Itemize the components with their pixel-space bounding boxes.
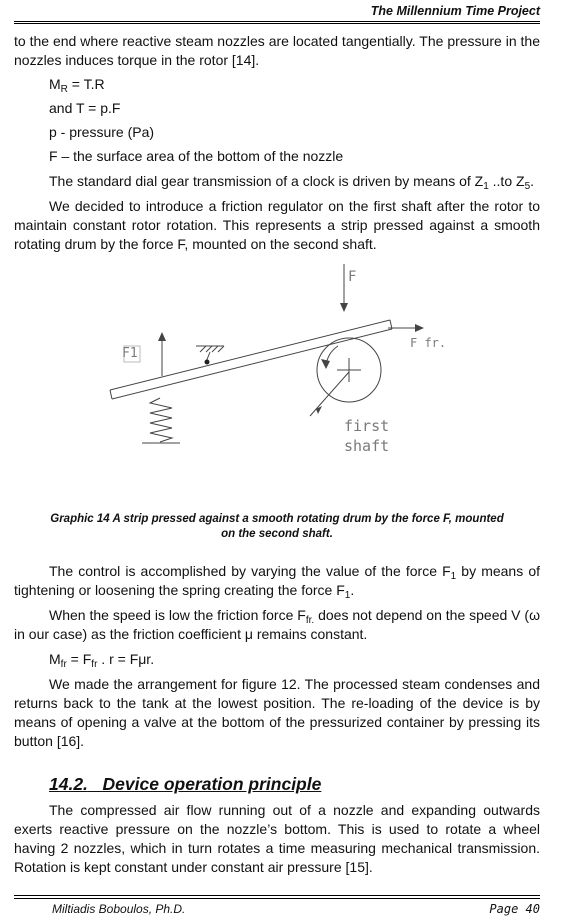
formula-torque: and T = p.F xyxy=(49,100,121,116)
formula-moment xyxy=(49,75,540,94)
strip-lower-edge xyxy=(112,329,392,399)
page-body xyxy=(14,32,540,877)
label-force-f1: F1 xyxy=(122,346,138,361)
definition-surface-area: F – the surface area of the bottom of the nozzle xyxy=(49,148,344,164)
footer-page-number: Page 40 xyxy=(489,902,540,916)
label-first: first xyxy=(344,417,390,435)
pivot-point xyxy=(205,360,210,365)
low-speed-sub: fr. xyxy=(305,615,315,626)
figure-friction-regulator xyxy=(14,264,540,512)
label-shaft: shaft xyxy=(344,437,390,455)
paragraph-friction-regulator: We decided to introduce a friction regulator on the first shaft after the rotor to maintain constant rotor rotation. This represents a strip pressed against a smooth rotating drum by the force F, mounted on the second shaft. xyxy=(14,198,540,252)
section-number: 14.2. xyxy=(49,774,88,794)
gear-text-a: The standard dial gear transmission of a clock is driven by means of Z xyxy=(49,173,484,189)
control-sub-2: 1 xyxy=(344,590,351,601)
friction-regulator-diagram xyxy=(14,264,540,512)
figure-caption: Graphic 14 A strip pressed against a smooth rotating drum by the force F, mounted on the second shaft. xyxy=(50,513,504,540)
friction-moment-a: M xyxy=(49,651,61,667)
strip-left-end xyxy=(110,390,112,399)
footer-author: Miltiadis Boboulos, Ph.D. xyxy=(52,902,186,916)
force-ffr-arrowhead xyxy=(415,324,424,332)
force-f-arrowhead xyxy=(340,303,348,312)
gear-sub-1: 1 xyxy=(483,181,489,192)
footer-rule xyxy=(14,895,540,896)
gear-text-b: ..to Z xyxy=(488,173,525,189)
gear-sub-5: 5 xyxy=(524,181,531,192)
rotation-arrowhead xyxy=(321,359,330,369)
label-force-f: F xyxy=(348,269,357,285)
control-text-b: by means of tightening or loosening the spring creating the force F xyxy=(14,563,540,598)
paragraph-gear-transmission xyxy=(14,172,540,191)
paragraph-arrangement: We made the arrangement for figure 12. The processed steam condenses and returns back to the tank at the lowest position. The re-loading of the device is by means of opening a valve at the bottom of the pressurized container by pressing its button [16]. xyxy=(14,676,540,749)
strip-upper-edge xyxy=(110,320,390,390)
footer-rule-secondary xyxy=(14,898,540,899)
header-rule-secondary xyxy=(14,23,540,24)
formula-moment-rest: = T.R xyxy=(67,76,105,92)
label-force-ffr: F fr. xyxy=(410,336,447,350)
definition-pressure: p - pressure (Pa) xyxy=(49,124,155,140)
section-title-text: Device operation principle xyxy=(102,774,322,794)
formula-moment-subscript: R xyxy=(60,84,68,95)
formula-moment-symbol: M xyxy=(49,76,61,92)
paragraph-control xyxy=(14,562,540,600)
friction-moment-sub2: fr xyxy=(91,659,98,670)
section-heading xyxy=(49,773,540,795)
friction-moment-b: = F xyxy=(66,651,92,667)
formula-friction-moment xyxy=(49,650,540,669)
header-rule xyxy=(14,21,540,22)
control-sub-1: 1 xyxy=(450,571,457,582)
low-speed-text-a: When the speed is low the friction force F xyxy=(49,607,306,623)
control-text-a: The control is accomplished by varying the value of the force F xyxy=(49,563,451,579)
friction-moment-c: . r = Fμr. xyxy=(97,651,155,667)
paragraph-low-speed xyxy=(14,606,540,644)
running-header: The Millennium Time Project xyxy=(370,4,540,18)
gear-text-c: . xyxy=(530,173,535,189)
friction-moment-sub1: fr xyxy=(60,659,67,670)
spring xyxy=(150,398,172,442)
paragraph-operation-principle: The compressed air flow running out of a nozzle and expanding outwards exerts reactive pressure on the nozzle’s bottom. This is used to rotate a wheel having 2 nozzles, which in turn rotates a time measuring mechanical transmission. Rotation is kept constant under constant air pressure [15]. xyxy=(14,802,540,875)
paragraph-nozzle-torque: to the end where reactive steam nozzles are located tangentially. The pressure in the nozzles induces torque in the rotor [14]. xyxy=(14,33,540,68)
shaft-pointer-arrowhead xyxy=(316,406,322,414)
shaft-pointer-line xyxy=(310,372,349,416)
force-f1-arrowhead xyxy=(158,332,166,341)
low-speed-text-b: does not depend on the speed V (ω in our case) as the friction coefficient μ remains constant. xyxy=(14,607,540,642)
control-text-c: . xyxy=(350,582,355,598)
